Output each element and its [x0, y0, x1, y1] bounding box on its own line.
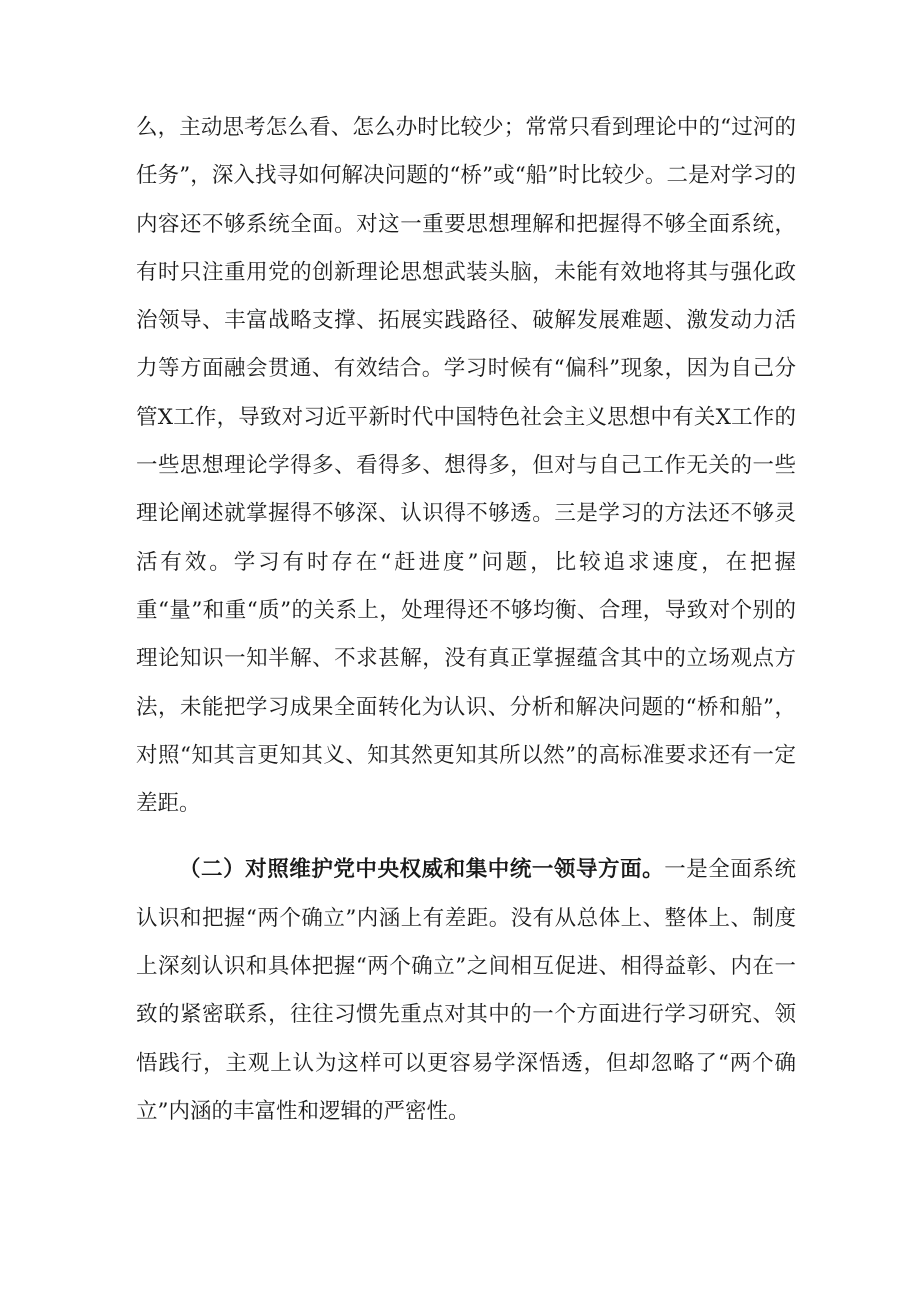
paragraph-continuation: 么，主动思考怎么看、怎么办时比较少；常常只看到理论中的“过河的任务”，深入找寻如何解决问题的“桥”或“船”时比较少。二是对学习的内容还不够系统全面。对这一重要思想理解和把握得不够全面系统，有时只注重用党的创新理论思想武装头脑，未能有效地将其与强化政治领导、丰富战略支撑、拓展实践路径、破解发展难题、激发动力活力等方面融会贯通、有效结合。学习时候有“偏科”现象，因为自己分管X工作，导致对习近平新时代中国特色社会主义思想中有关X工作的一些思想理论学得多、看得多、想得多，但对与自己工作无关的一些理论阐述就掌握得不够深、认识得不够透。三是学习的方法还不够灵活有效。学习有时存在“赶进度”问题，比较追求速度，在把握重“量”和重“质”的关系上，处理得还不够均衡、合理，导致对个别的理论知识一知半解、不求甚解，没有真正掌握蕴含其中的立场观点方法，未能把学习成果全面转化为认识、分析和解决问题的“桥和船”，对照“知其言更知其义、知其然更知其所以然”的高标准要求还有一定差距。 [136, 115, 796, 817]
section-body: 一是全面系统认识和把握“两个确立”内涵上有差距。没有从总体上、整体上、制度上深刻认识和具体把握“两个确立”之间相互促进、相得益彰、内在一致的紧密联系，往往习惯先重点对其中的一个方面进行学习研究、领悟践行，主观上认为这样可以更容易学深悟透，但却忽略了“两个确立”内涵的丰富性和逻辑的严密性。 [136, 857, 796, 1124]
paragraph-section-two [136, 846, 796, 1136]
section-heading: （二）对照维护党中央权威和集中统一领导方面。 [179, 857, 665, 883]
document-body [136, 104, 796, 1136]
